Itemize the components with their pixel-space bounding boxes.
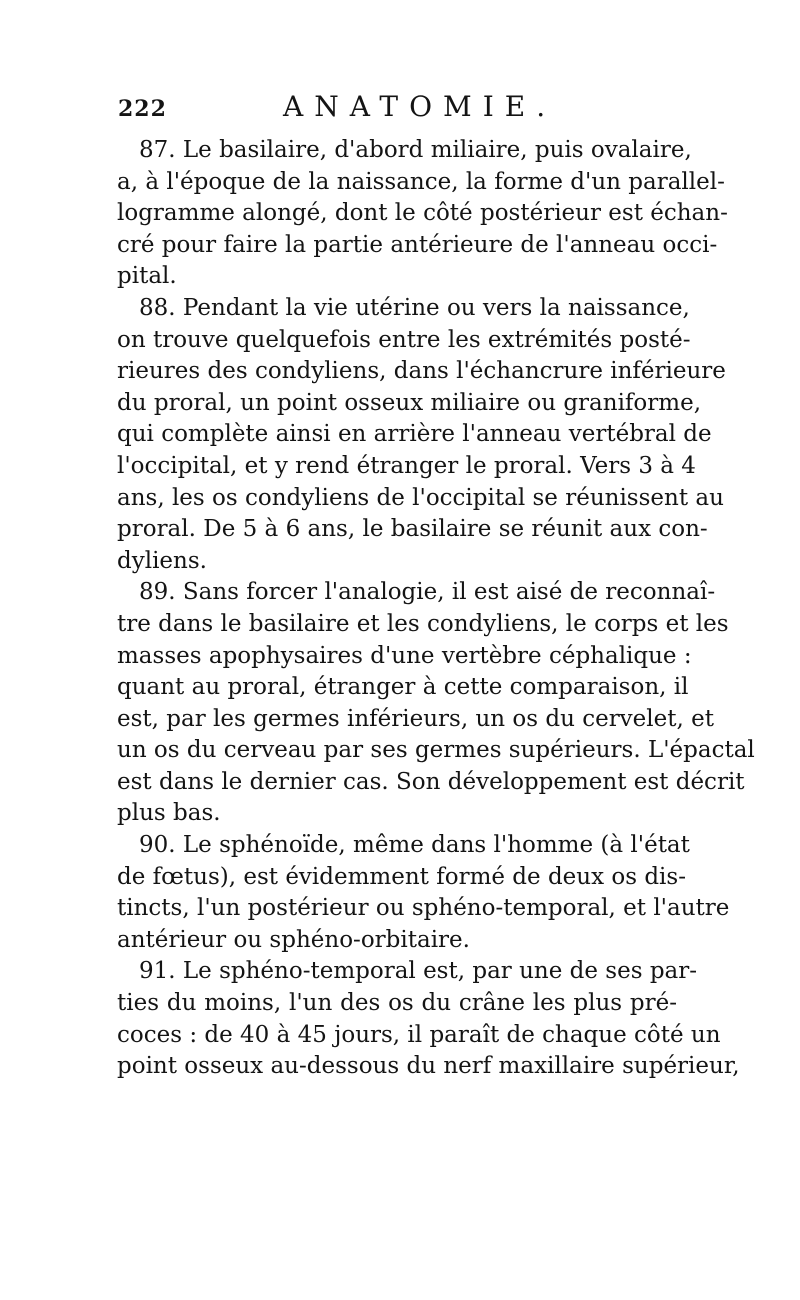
paragraph-88-line: on trouve quelquefois entre les extrémités posté- — [117, 326, 691, 353]
paragraph-89-line: quant au proral, étranger à cette comparaison, il — [117, 674, 689, 701]
paragraph-90-line: de fœtus), est évidemment formé de deux os dis- — [117, 863, 686, 890]
paragraph-88-line: du proral, un point osseux miliaire ou graniforme, — [117, 389, 702, 416]
paragraph-89-line: 89. Sans forcer l'analogie, il est aisé de reconnaî- — [139, 579, 716, 606]
paragraph-91-line: 91. Le sphéno-temporal est, par une de ses par- — [139, 958, 698, 985]
paragraph-88-line: 88. Pendant la vie utérine ou vers la naissance, — [139, 294, 690, 321]
paragraph-89-line: est dans le dernier cas. Son développement est décrit — [117, 768, 745, 795]
paragraph-90-line: antérieur ou sphéno-orbitaire. — [117, 926, 470, 953]
paragraph-88-line: qui complète ainsi en arrière l'anneau vertébral de — [117, 421, 712, 448]
paragraph-89-line: masses apophysaires d'une vertèbre céphalique : — [117, 642, 692, 669]
page-header — [118, 88, 678, 128]
running-head: ANATOMIE. — [283, 90, 557, 123]
paragraph-89-line: plus bas. — [117, 800, 221, 827]
paragraph-88-line: l'occipital, et y rend étranger le proral. Vers 3 à 4 — [117, 452, 696, 479]
paragraph-90-line: 90. Le sphénoïde, même dans l'homme (à l'état — [139, 832, 690, 859]
paragraph-87-line: 87. Le basilaire, d'abord miliaire, puis ovalaire, — [139, 137, 692, 163]
paragraph-88-line: dyliens. — [117, 547, 207, 574]
paragraph-87-line: logramme alongé, dont le côté postérieur est échan- — [117, 200, 728, 227]
paragraph-91-line: ties du moins, l'un des os du crâne les plus pré- — [117, 990, 677, 1017]
paragraph-88-line: rieures des condyliens, dans l'échancrure inférieure — [117, 358, 726, 385]
paragraph-87-line: pital. — [117, 263, 177, 290]
page-number: 222 — [118, 96, 167, 122]
paragraph-89-line: est, par les germes inférieurs, un os du cervelet, et — [117, 705, 714, 732]
paragraph-87-line: cré pour faire la partie antérieure de l'anneau occi- — [117, 231, 718, 258]
paragraph-88-line: proral. De 5 à 6 ans, le basilaire se réunit aux con- — [117, 516, 708, 543]
paragraph-91-line: coces : de 40 à 45 jours, il paraît de chaque côté un — [117, 1021, 721, 1048]
paragraph-87-line: a, à l'époque de la naissance, la forme d'un parallel- — [117, 168, 725, 195]
paragraph-90-line: tincts, l'un postérieur ou sphéno-temporal, et l'autre — [117, 895, 730, 922]
body-text — [117, 135, 755, 1083]
paragraph-88-line: ans, les os condyliens de l'occipital se réunissent au — [117, 484, 724, 511]
paragraph-91-line: point osseux au-dessous du nerf maxillaire supérieur, — [117, 1053, 740, 1080]
paragraph-89-line: un os du cerveau par ses germes supérieurs. L'épactal — [117, 737, 755, 764]
paragraph-89-line: tre dans le basilaire et les condyliens, le corps et les — [117, 610, 729, 637]
